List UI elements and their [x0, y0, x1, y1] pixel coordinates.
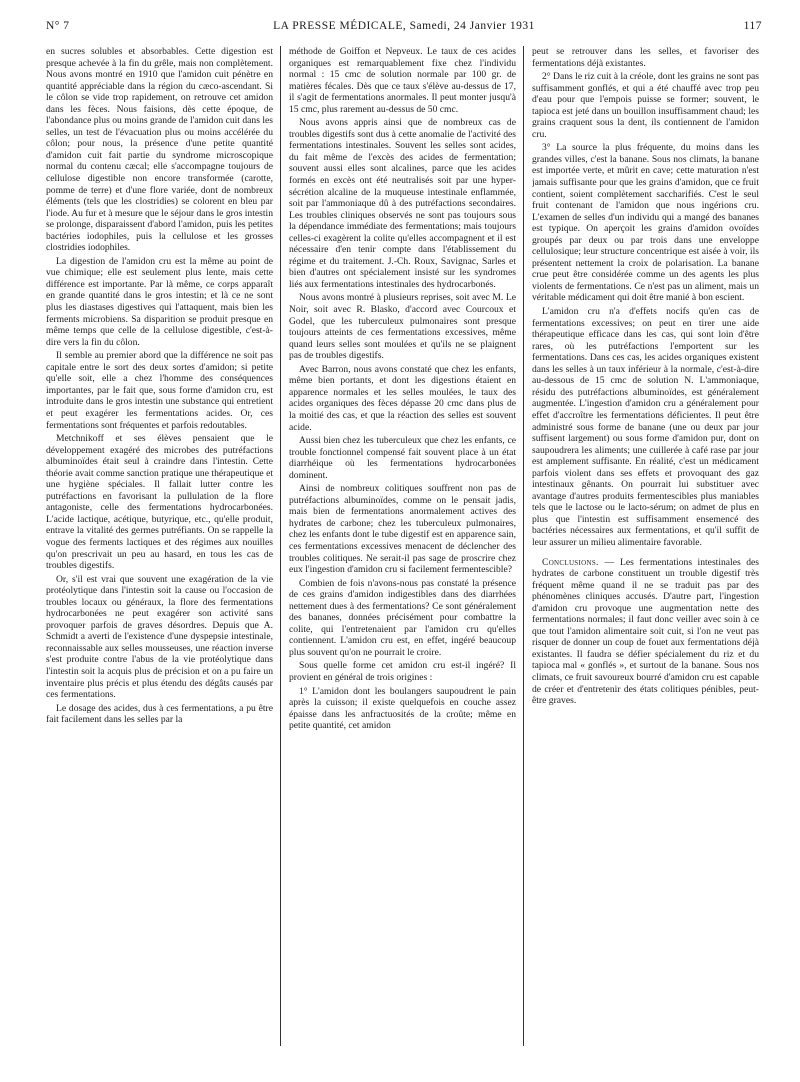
paragraph: Avec Barron, nous avons constaté que chez les enfants, même bien portants, et dont les digestions étaient en apparence normales et les selles moulées, le taux des acides organiques des fèces dépasse 20 cmc dans plus de la moitié des cas, et que la réaction des selles est souvent acide.: [289, 363, 516, 433]
issue-number: N° 7: [46, 20, 70, 32]
paragraph: en sucres solubles et absorbables. Cette digestion est presque achevée à la fin du grêle, mais non complètement. Nous avons montré en 1910 que l'amidon cuit pénètre en quantité appréciable dans la région du cæco-ascendant. Si le côlon se vide trop rapidement, on retrouve cet amidon dans les fèces. Nous faisions, dès cette époque, de l'abondance plus ou moins grande de l'amidon cuit dans les selles, un test de l'évacuation plus ou moins accélérée du côlon; pour nous, la présence d'une petite quantité d'amidon cuit fait partie du syndrome microscopique normal du contenu cæcal; elle s'accompagne toujours de cellulose digestible non encore transformée (carotte, pomme de terre) et d'une flore variée, dont de nombreux éléments (tels que les clostridies) se colorent en bleu par l'iode. Au fur et à mesure que le séjour dans le gros intestin se prolonge, disparaissent d'abord l'amidon, puis les petites bactéries iodophiles, puis la cellulose et les grosses clostridies iodophiles.: [46, 46, 273, 254]
page-number: 117: [743, 20, 762, 32]
paragraph: Le dosage des acides, dus à ces fermentations, a pu être fait facilement dans les selles par la: [46, 702, 273, 726]
conclusions-label: Conclusions. —: [542, 556, 615, 568]
paragraph: La digestion de l'amidon cru est la même au point de vue chimique; elle est seulement plus lente, mais cette différence est importante. Par là même, ce corps apparaît en grande quantité dans le gros intestin; et là ce ne sont plus les diastases digestives qui l'attaquent, mais bien les ferments microbiens. Sa disparition se produit presque en même temps que celle de la cellulose digestible, c'est-à-dire vers la fin du côlon.: [46, 255, 273, 348]
conclusions-text: Les fermentations intestinales des hydrates de carbone constituent un trouble digestif très fréquent même quand il ne se traduit pas par des phénomènes cliniques accusés. D'autre part, l'ingestion d'amidon cru provoque une augmentation nette des fermentations normales; il faut donc veiller avec soin à ce que tout l'amidon alimentaire soit cuit, si l'on ne veut pas risquer de donner un coup de fouet aux fermentations déjà existantes. Il faudra se défier spécialement du riz et du tapioca mal « gonflés », et surtout de la banane. Sous nos climats, ce fruit savoureux bourré d'amidon cru est capable de créer et d'entretenir des états colitiques pénibles, peut-être graves.: [532, 556, 759, 707]
column-divider: [280, 46, 281, 1046]
paragraph: Ainsi de nombreux colitiques souffrent non pas de putréfactions albuminoïdes, comme on le pensait jadis, mais bien de fermentations anormalement actives des hydrates de carbone; chez les tuberculeux pulmonaires, chez les enfants dont le tube digestif est en apparence sain, ces fermentations excessives menacent de déclencher des troubles colitiques. Ne serait-il pas sage de proscrire chez eux l'ingestion d'amidon cru si facilement fermentescible?: [289, 483, 516, 576]
paragraph: 3° La source la plus fréquente, du moins dans les grandes villes, c'est la banane. Sous nos climats, la banane est importée verte, et mûrit en cave; cette maturation n'est jamais suffisante pour que les grains d'amidon, que ce fruit contient, soient complètement saccharifiés. C'est le seul fruit contenant de l'amidon que nous ingérions cru. L'examen de selles d'un individu qui a mangé des bananes est typique. On aperçoit les grains d'amidon ovoïdes groupés par deux ou par trois dans une enveloppe cellulosique; leur structure concentrique est aisée à voir, ils présentent nettement la croix de polarisation. La banane crue peut être considérée comme un des agents les plus violents de fermentations. Ce n'est pas un aliment, mais un véritable médicament qui doit être manié à bon escient.: [532, 142, 759, 304]
paragraph: Metchnikoff et ses élèves pensaient que le développement exagéré des microbes des putréfactions albuminoïdes était seul à craindre dans l'intestin. Cette théorie avait comme sanction pratique une thérapeutique et une hygiène spéciales. Il fallait lutter contre les putréfactions en favorisant la pullulation de la flore antagoniste, celle des fermentations hydrocarbonées. L'acide lactique, acétique, butyrique, etc., qu'elle produit, entrave la vitalité des germes putréfiants. On se rappelle la vogue des ferments lactiques et des régimes aux nouilles qu'on prescrivait un peu au hasard, en tous les cas de troubles digestifs.: [46, 433, 273, 572]
paragraph: Nous avons appris ainsi que de nombreux cas de troubles digestifs sont dus à cette anomalie de l'activité des fermentations intestinales. Souvent les selles sont acides, du fait même de l'excès des acides de fermentation; souvent aussi elles sont alcalines, parce que les acides formés en excès ont été neutralisés soit par une hyper-sécrétion alcaline de la muqueuse intestinale enflammée, soit par l'ammoniaque dû à des putréfactions secondaires. Les troubles cliniques observés ne sont pas toujours sous la dépendance immédiate des fermentations; mais toujours celles-ci exagèrent la colite qu'elles accompagnent et il est nécessaire d'en tenir compte dans l'établissement du régime et du traitement. J.-Ch. Roux, Savignac, Sarles et bien d'autres ont spécialement insisté sur les syndromes liés aux fermentations intestinales des hydrocarbonés.: [289, 117, 516, 290]
paragraph: Sous quelle forme cet amidon cru est-il ingéré? Il provient en général de trois origines :: [289, 660, 516, 683]
paragraph: Aussi bien chez les tuberculeux que chez les enfants, ce trouble fonctionnel compensé fait souvent place à un état diarrhéique où les fermentations hydrocarbonées dominent.: [289, 435, 516, 481]
paragraph: 2° Dans le riz cuit à la créole, dont les grains ne sont pas suffisamment gonflés, et qui a été chauffé avec trop peu d'eau pour que l'empois puisse se former; souvent, le tapioca est jeté dans un bouillon insuffisamment chaud; les grains craquent sous la dent, ils contiennent de l'amidon cru.: [532, 71, 759, 140]
paragraph: Or, s'il est vrai que souvent une exagération de la vie protéolytique dans l'intestin soit la cause ou l'occasion de troubles locaux ou généraux, la flore des fermentations hydrocarbonées ne peut exagérer son activité sans provoquer parfois de graves désordres. Depuis que A. Schmidt a averti de l'existence d'une dyspepsie intestinale, reconnaissable aux selles mousseuses, une réaction inverse s'est produite contre l'abus de la vie protéolytique dans l'intestin soit la acquis plus de précision et on a pu faire un inventaire plus précis et plus étendu des dégâts causés par ces fermentations.: [46, 573, 273, 701]
paragraph: 1° L'amidon dont les boulangers saupoudrent le pain après la cuisson; il existe quelquefois en couche assez épaisse dans les anfractuosités de la croûte; même en petite quantité, cet amidon: [289, 685, 516, 732]
conclusions-paragraph: [532, 557, 759, 707]
paragraph: Combien de fois n'avons-nous pas constaté la présence de ces grains d'amidon indigestibles dans des diarrhées nettement dues à des fermentations? Ce sont généralement des bananes, données précisément pour combattre la colite, qui l'entretenaient par l'amidon cru qu'elles contiennent. L'amidon cru est, en effet, ingéré beaucoup plus souvent qu'on ne pourrait le croire.: [289, 577, 516, 658]
paragraph: L'amidon cru n'a d'effets nocifs qu'en cas de fermentations excessives; on peut en tirer une aide thérapeutique efficace dans les cas, qui sont loin d'être rares, où les putréfactions l'emportent sur les fermentations. Dans ces cas, les acides organiques existent dans les selles à un taux inférieur à la normale, c'est-à-dire au-dessous de 15 cmc de solution N. L'ammoniaque, résidu des putréfactions albuminoïdes, est généralement augmentée. L'ingestion d'amidon cru a généralement pour effet d'accroître les fermentations déficientes. Il peut être administré sous forme de banane (une ou deux par jour suffisent largement) ou sous forme d'amidon pur, dont on saupoudrera les aliments; une cuillerée à café rase par jour est amplement suffisante. En réalité, c'est un médicament parfois violent dans ses effets et provoquant des gaz intestinaux gênants. On pourrait lui substituer avec avantage d'autres produits fermentescibles plus maniables tels que le lactose ou le lacto-sérum; on admet de plus en plus que l'intestin est suffisamment ensemencé des bactéries nécessaires aux fermentations, et qu'il suffit de leur assurer un milieu alimentaire favorable.: [532, 306, 759, 548]
column-divider: [523, 46, 524, 1046]
paragraph: méthode de Goiffon et Nepveux. Le taux de ces acides organiques est remarquablement fixe chez l'individu normal : 15 cmc de solution normale par 100 gr. de matières fécales. Dès que ce taux s'élève au-dessus de 17, il s'agit de fermentations anormales. Il peut monter jusqu'à 15 cmc, plus rarement au-dessus de 50 cmc.: [289, 46, 516, 115]
paragraph: Il semble au premier abord que la différence ne soit pas capitale entre le sort des deux sortes d'amidon; si petite qu'elle soit, elle a chez l'homme des conséquences importantes, par le fait que, sous forme d'amidon cru, est introduite dans le gros intestin une substance qui entretient et peut exagérer les fermentations acides. Or, ces fermentations sont fréquentes et parfois redoutables.: [46, 350, 273, 431]
running-header: [46, 16, 762, 38]
text-column-middle: [289, 46, 516, 1046]
paragraph: Nous avons montré à plusieurs reprises, soit avec M. Le Noir, soit avec R. Blasko, d'accord avec Courcoux et Godel, que les tuberculeux pulmonaires sont presque toujours atteints de ces fermentations excessives, même quand leurs selles sont moulées et qu'ils ne se plaignent pas de troubles digestifs.: [289, 292, 516, 362]
text-column-left: [46, 46, 273, 1046]
text-column-right: [532, 46, 759, 1046]
journal-title: LA PRESSE MÉDICALE, Samedi, 24 Janvier 1931: [273, 20, 535, 32]
paragraph: peut se retrouver dans les selles, et favoriser des fermentations déjà existantes.: [532, 46, 759, 69]
